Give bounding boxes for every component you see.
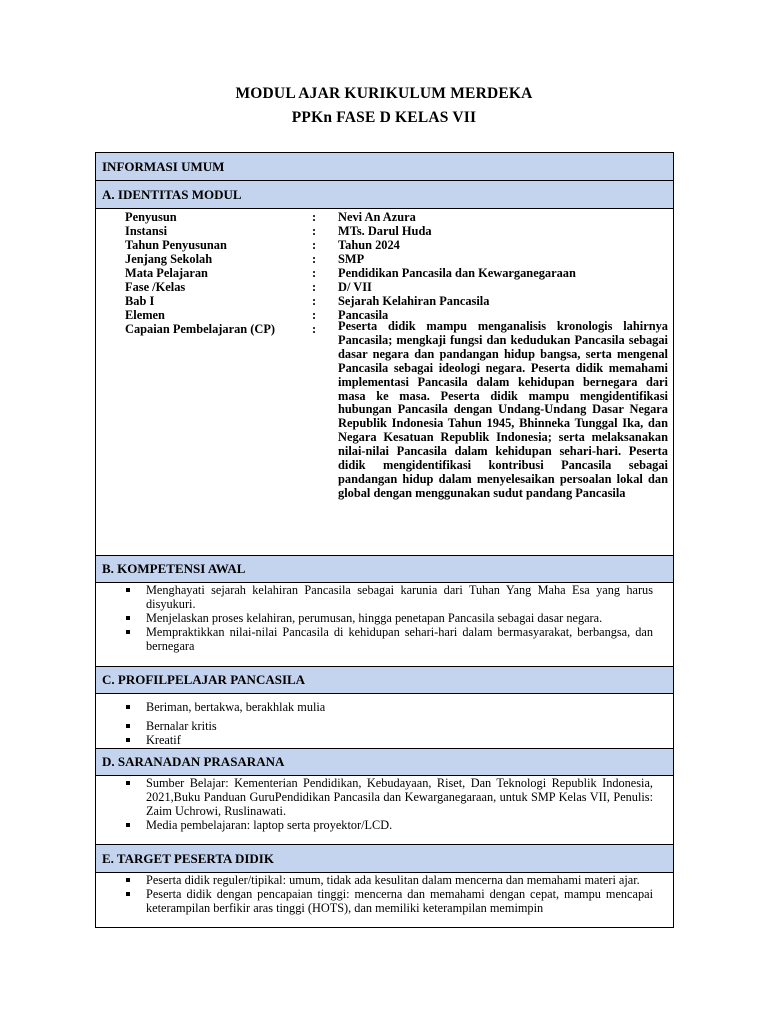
capaian-pembelajaran-text: Peserta didik mampu menganalisis kronologis lahirnya Pancasila; mengkaji fungsi dan kedudukan Pancasila sebagai dasar negara dan pandangan hidup bangsa, serta mengenal Pancasila sebagai ideologi negara. Peserta didik memahami implementasi Pancasila dalam kehidupan bernegara dari masa ke masa. Peserta didik mampu mengidentifikasi hubungan Pancasila dengan Undang-Undang Dasar Negara Republik Indonesia Tahun 1945, Bhinneka Tunggal Ika, dan Negara Kesatuan Republik Indonesia; serta melaksanakan nilai-nilai Pancasila dalam kehidupan sehari-hari. Peserta didik mengidentifikasi kontribusi Pancasila sebagai pandangan hidup dalam menyelesaikan persoalan lokal dan global dengan menggunakan sudut pandang Pancasila	[338, 319, 668, 500]
identity-row-instansi	[96, 224, 673, 238]
identity-label: Fase /Kelas	[125, 280, 186, 294]
identity-label: Instansi	[125, 224, 168, 238]
list-item: Kreatif	[96, 733, 673, 747]
identity-value: Tahun 2024	[338, 238, 400, 252]
identity-colon: :	[312, 308, 317, 322]
identity-row-bab	[96, 294, 673, 308]
header-kompetensi-awal: B. KOMPETENSI AWAL	[96, 555, 673, 583]
kompetensi-list	[96, 583, 673, 653]
identity-colon: :	[312, 322, 317, 336]
identity-colon: :	[312, 210, 317, 224]
identity-value: Pancasila	[338, 308, 389, 322]
title-line-1: MODUL AJAR KURIKULUM MERDEKA	[235, 85, 533, 102]
header-sarana-prasarana: D. SARANADAN PRASARANA	[96, 748, 673, 776]
list-item: Bernalar kritis	[96, 719, 673, 733]
identity-label: Mata Pelajaran	[125, 266, 208, 280]
list-item: Peserta didik dengan pencapaian tinggi: mencerna dan memahami dengan cepat, mampu mencapai keterampilan berfikir aras tinggi (HOTS), dan memiliki keterampilan memimpin	[96, 887, 673, 915]
identity-colon: :	[312, 238, 317, 252]
bullet-icon	[126, 823, 130, 827]
sarana-list	[96, 776, 673, 832]
bullet-icon	[126, 724, 130, 728]
identity-value: SMP	[338, 252, 365, 266]
header-identitas-modul: A. IDENTITAS MODUL	[96, 180, 673, 209]
identity-row-penyusun	[96, 210, 673, 224]
header-profil-pelajar: C. PROFILPELAJAR PANCASILA	[96, 666, 673, 694]
identity-label: Elemen	[125, 308, 165, 322]
identity-label: Jenjang Sekolah	[125, 252, 213, 266]
bullet-icon	[126, 616, 130, 620]
header-informasi-umum: INFORMASI UMUM	[96, 153, 673, 181]
identity-value: MTs. Darul Huda	[338, 224, 432, 238]
identity-row-jenjang	[96, 252, 673, 266]
list-item: Menjelaskan proses kelahiran, perumusan, hingga penetapan Pancasila sebagai dasar negara.	[96, 611, 673, 625]
bullet-icon	[126, 738, 130, 742]
bullet-icon	[126, 588, 130, 592]
module-table	[95, 152, 674, 928]
list-item: Beriman, bertakwa, berakhlak mulia	[96, 700, 673, 714]
identity-label: Penyusun	[125, 210, 177, 224]
bullet-icon	[126, 878, 130, 882]
list-item: Sumber Belajar: Kementerian Pendidikan, Kebudayaan, Riset, Dan Teknologi Republik Indonesia, 2021,Buku Panduan GuruPendidikan Pancasila dan Kewarganegaraan, untuk SMP Kelas VII, Penulis: Zaim Uchrowi, Ruslinawati.	[96, 776, 673, 818]
list-item: Menghayati sejarah kelahiran Pancasila sebagai karunia dari Tuhan Yang Maha Esa yang harus disyukuri.	[96, 583, 673, 611]
title-line-2: PPKn FASE D KELAS VII	[291, 109, 477, 126]
identity-row-mapel	[96, 266, 673, 280]
identity-colon: :	[312, 266, 317, 280]
identity-colon: :	[312, 280, 317, 294]
identity-row-tahun	[96, 238, 673, 252]
identity-label: Capaian Pembelajaran (CP)	[125, 322, 276, 336]
identity-label: Bab I	[125, 294, 155, 308]
bullet-icon	[126, 630, 130, 634]
list-item: Media pembelajaran: laptop serta proyektor/LCD.	[96, 818, 673, 832]
header-target-peserta: E. TARGET PESERTA DIDIK	[96, 844, 673, 873]
target-list	[96, 873, 673, 915]
bullet-icon	[126, 892, 130, 896]
identity-value: Pendidikan Pancasila dan Kewarganegaraan	[338, 266, 576, 280]
identity-label: Tahun Penyusunan	[125, 238, 227, 252]
profil-list	[96, 700, 673, 747]
identity-row-fase	[96, 280, 673, 294]
bullet-icon	[126, 781, 130, 785]
list-item: Mempraktikkan nilai-nilai Pancasila di kehidupan sehari-hari dalam bermasyarakat, berbangsa, dan bernegara	[96, 625, 673, 653]
identity-colon: :	[312, 252, 317, 266]
identity-value: Nevi An Azura	[338, 210, 416, 224]
identity-colon: :	[312, 224, 317, 238]
identity-value: Sejarah Kelahiran Pancasila	[338, 294, 490, 308]
identity-colon: :	[312, 294, 317, 308]
list-item: Peserta didik reguler/tipikal: umum, tidak ada kesulitan dalam mencerna dan memahami materi ajar.	[96, 873, 673, 887]
bullet-icon	[126, 705, 130, 709]
identity-value: D/ VII	[338, 280, 372, 294]
